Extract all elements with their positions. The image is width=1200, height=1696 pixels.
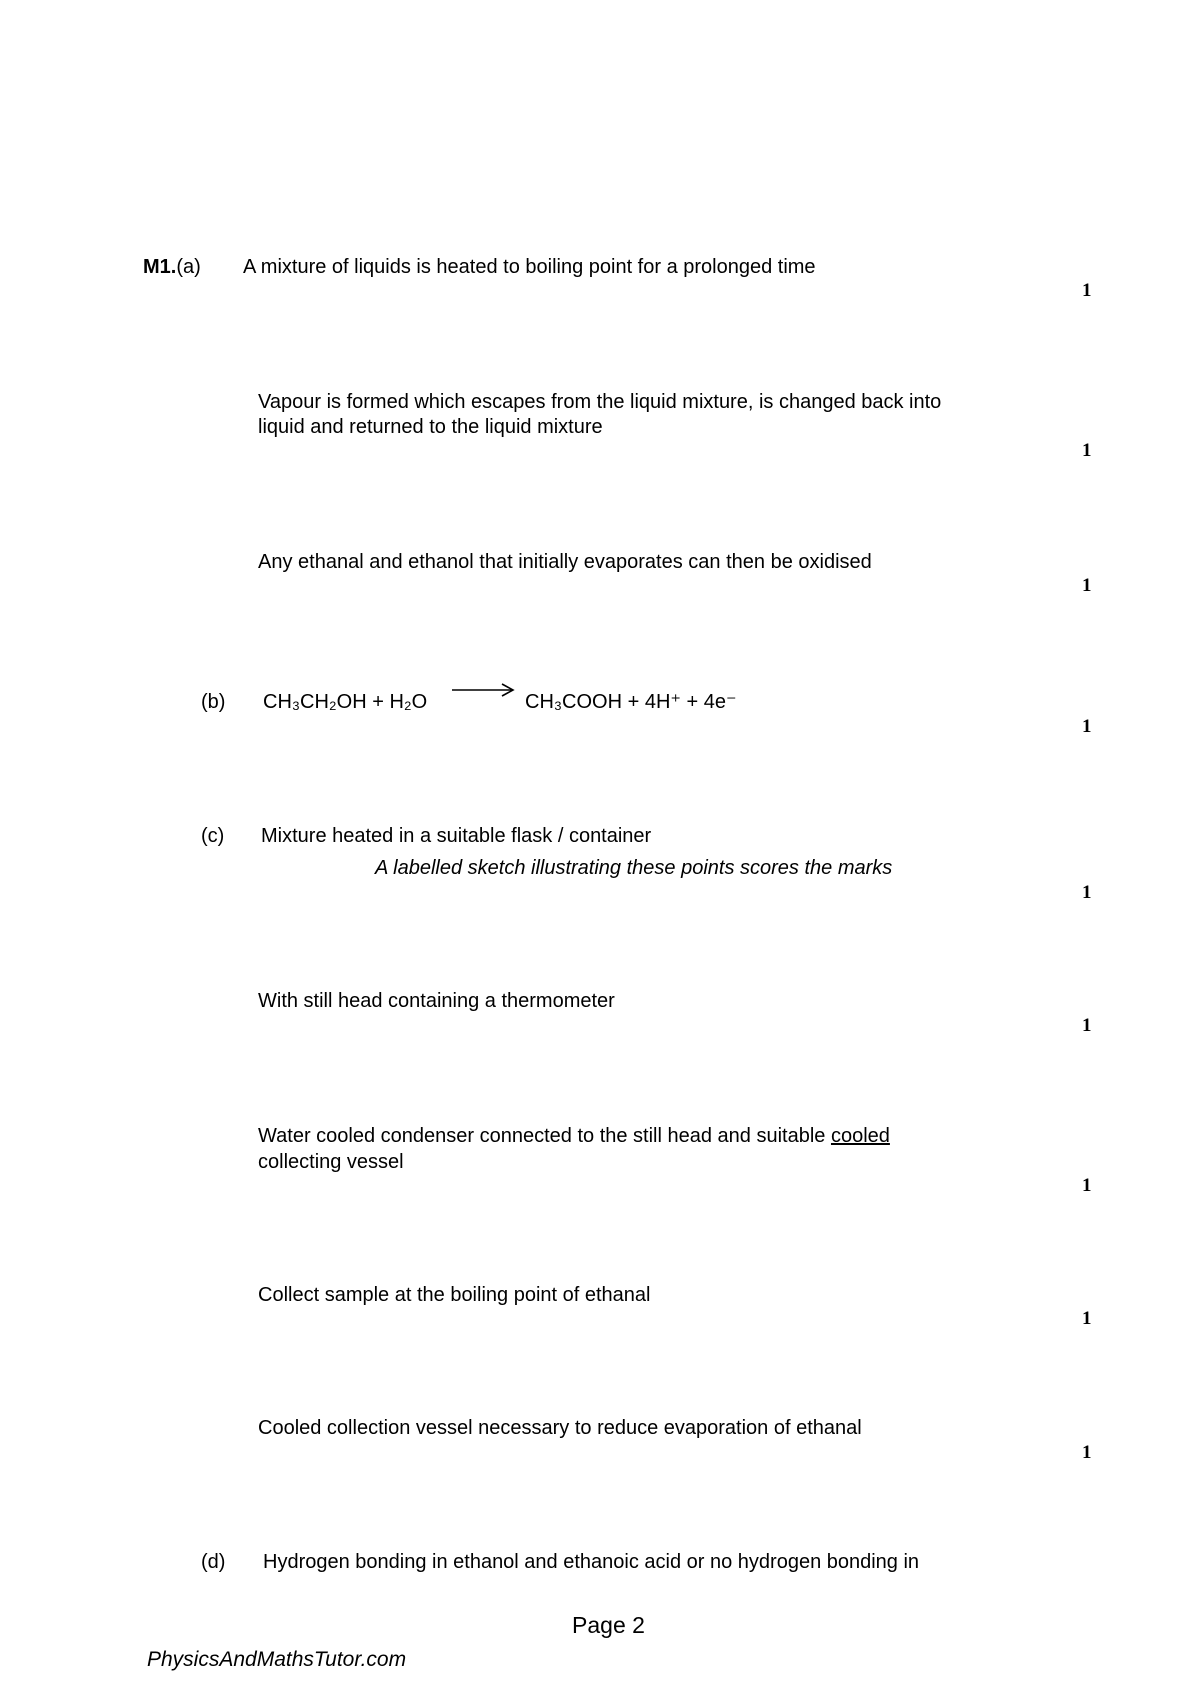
part-a-line-2: Vapour is formed which escapes from the liquid mixture, is changed back into	[258, 391, 942, 413]
part-b-label: (b)	[201, 691, 226, 713]
part-c-line-3-text: Water cooled condenser connected to the still head and suitable	[258, 1125, 831, 1147]
mark-8: 1	[1082, 1308, 1092, 1329]
part-a-line-4: Any ethanal and ethanol that initially evaporates can then be oxidised	[258, 551, 872, 573]
mark-3: 1	[1082, 575, 1092, 596]
mark-6: 1	[1082, 1015, 1092, 1036]
part-c-note: A labelled sketch illustrating these points scores the marks	[375, 857, 893, 879]
part-c-line-5: Cooled collection vessel necessary to reduce evaporation of ethanal	[258, 1417, 862, 1439]
mark-7: 1	[1082, 1175, 1092, 1196]
part-c-line-1: Mixture heated in a suitable flask / container	[261, 825, 652, 847]
part-c-line-4: Collect sample at the boiling point of ethanal	[258, 1284, 651, 1306]
mark-5: 1	[1082, 882, 1092, 903]
part-a-line-1: A mixture of liquids is heated to boiling point for a prolonged time	[243, 256, 816, 278]
part-a-line-3: liquid and returned to the liquid mixture	[258, 416, 603, 438]
part-d-label: (d)	[201, 1551, 226, 1573]
cooled-underlined: cooled	[830, 1125, 890, 1147]
question-header	[143, 255, 201, 280]
part-c-line-2: With still head containing a thermometer	[258, 990, 615, 1012]
part-c-label: (c)	[201, 825, 225, 847]
reaction-arrow-icon	[450, 683, 516, 697]
part-c-line-3	[258, 1124, 890, 1149]
page-number: Page 2	[572, 1612, 645, 1638]
mark-9: 1	[1082, 1442, 1092, 1463]
part-d-line-1: Hydrogen bonding in ethanol and ethanoic acid or no hydrogen bonding in	[263, 1551, 920, 1573]
mark-4: 1	[1082, 716, 1092, 737]
equation-products: CH₃COOH + 4H⁺ + 4e⁻	[525, 691, 737, 713]
mark-2: 1	[1082, 440, 1092, 461]
site-watermark: PhysicsAndMathsTutor.com	[147, 1648, 407, 1671]
equation-reactants: CH₃CH₂OH + H₂O	[263, 691, 428, 713]
mark-1: 1	[1082, 280, 1092, 301]
part-a-label: (a)	[176, 256, 201, 278]
part-c-line-3-cont: collecting vessel	[258, 1151, 404, 1173]
question-number: M1.	[143, 256, 177, 278]
